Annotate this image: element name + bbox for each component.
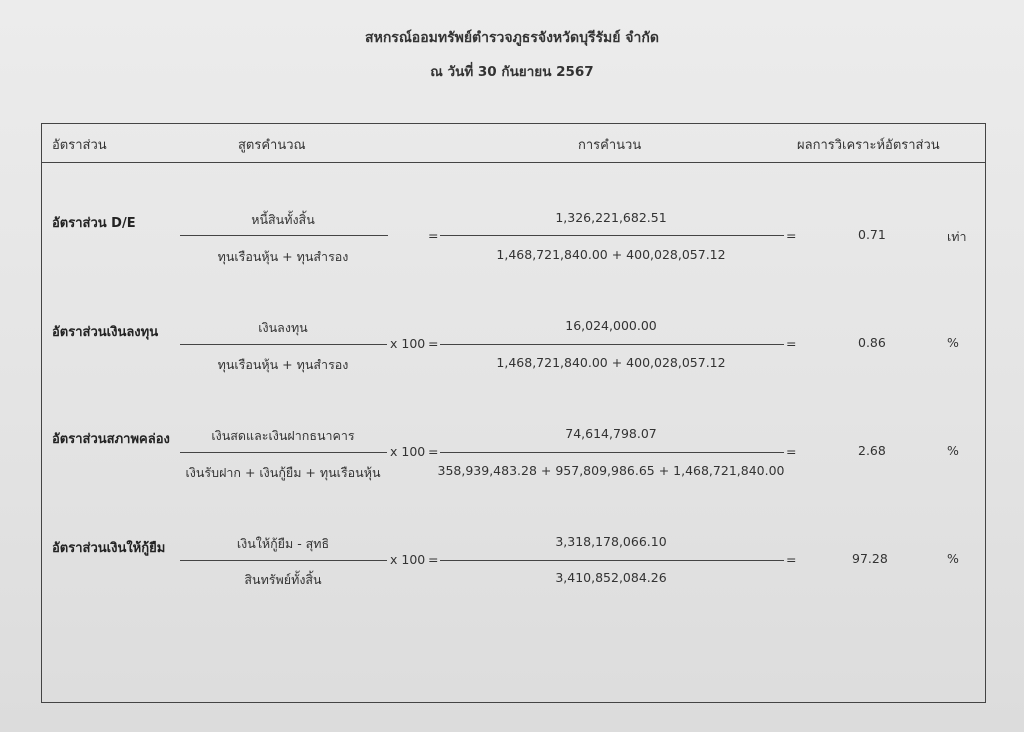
equals-sign: = [428, 552, 439, 567]
formula-fraction-line [180, 452, 387, 453]
calc-denominator: 1,468,721,840.00 + 400,028,057.12 [496, 247, 726, 262]
calc-denominator: 3,410,852,084.26 [555, 570, 667, 585]
multiplier: x 100 [390, 552, 426, 567]
header-divider [41, 162, 986, 163]
result-unit: % [947, 335, 959, 350]
formula-numerator: เงินลงทุน [258, 320, 308, 335]
calc-numerator: 1,326,221,682.51 [555, 210, 667, 225]
calc-fraction-line [440, 452, 784, 453]
equals-sign: = [786, 336, 797, 351]
formula-denominator: สินทรัพย์ทั้งสิ้น [244, 572, 322, 587]
formula-denominator: เงินรับฝาก + เงินกู้ยืม + ทุนเรือนหุ้น [185, 465, 381, 480]
equals-sign: = [786, 444, 797, 459]
document-date: ณ วันที่ 30 กันยายน 2567 [430, 64, 594, 80]
document-title: สหกรณ์ออมทรัพย์ตำรวจภูธรจังหวัดบุรีรัมย์ จำกัด [365, 30, 659, 46]
multiplier: x 100 [390, 444, 426, 459]
result-unit: % [947, 443, 959, 458]
ratio-name: อัตราส่วนเงินลงทุน [52, 325, 159, 340]
column-header-calculation: การคำนวน [578, 138, 642, 153]
result-value: 97.28 [852, 551, 888, 566]
calc-numerator: 16,024,000.00 [565, 318, 657, 333]
formula-numerator: หนี้สินทั้งสิ้น [251, 212, 315, 227]
equals-sign: = [786, 228, 797, 243]
calc-denominator: 1,468,721,840.00 + 400,028,057.12 [496, 355, 726, 370]
calc-numerator: 74,614,798.07 [565, 426, 657, 441]
calc-numerator: 3,318,178,066.10 [555, 534, 667, 549]
ratio-name: อัตราส่วน D/E [52, 216, 136, 231]
equals-sign: = [428, 228, 439, 243]
formula-fraction-line [180, 235, 388, 236]
result-value: 0.86 [858, 335, 886, 350]
calc-denominator: 358,939,483.28 + 957,809,986.65 + 1,468,721,840.00 [437, 463, 785, 478]
result-value: 2.68 [858, 443, 886, 458]
formula-denominator: ทุนเรือนหุ้น + ทุนสำรอง [217, 357, 349, 372]
formula-numerator: เงินสดและเงินฝากธนาคาร [211, 428, 355, 443]
ratio-name: อัตราส่วนเงินให้กู้ยืม [52, 541, 166, 556]
formula-fraction-line [180, 560, 387, 561]
formula-denominator: ทุนเรือนหุ้น + ทุนสำรอง [217, 249, 349, 264]
column-header-ratio: อัตราส่วน [52, 138, 107, 153]
result-value: 0.71 [858, 227, 886, 242]
calc-fraction-line [440, 560, 784, 561]
ratio-name: อัตราส่วนสภาพคล่อง [52, 432, 170, 447]
formula-numerator: เงินให้กู้ยืม - สุทธิ [236, 536, 330, 551]
formula-fraction-line [180, 344, 387, 345]
calc-fraction-line [440, 344, 784, 345]
multiplier: x 100 [390, 336, 426, 351]
calc-fraction-line [440, 235, 784, 236]
column-header-formula: สูตรคำนวณ [238, 138, 306, 153]
equals-sign: = [428, 444, 439, 459]
result-unit: % [947, 551, 959, 566]
equals-sign: = [786, 552, 797, 567]
result-unit: เท่า [947, 229, 967, 244]
equals-sign: = [428, 336, 439, 351]
column-header-result: ผลการวิเคราะห์อัตราส่วน [797, 138, 940, 153]
ratio-table [41, 123, 986, 703]
